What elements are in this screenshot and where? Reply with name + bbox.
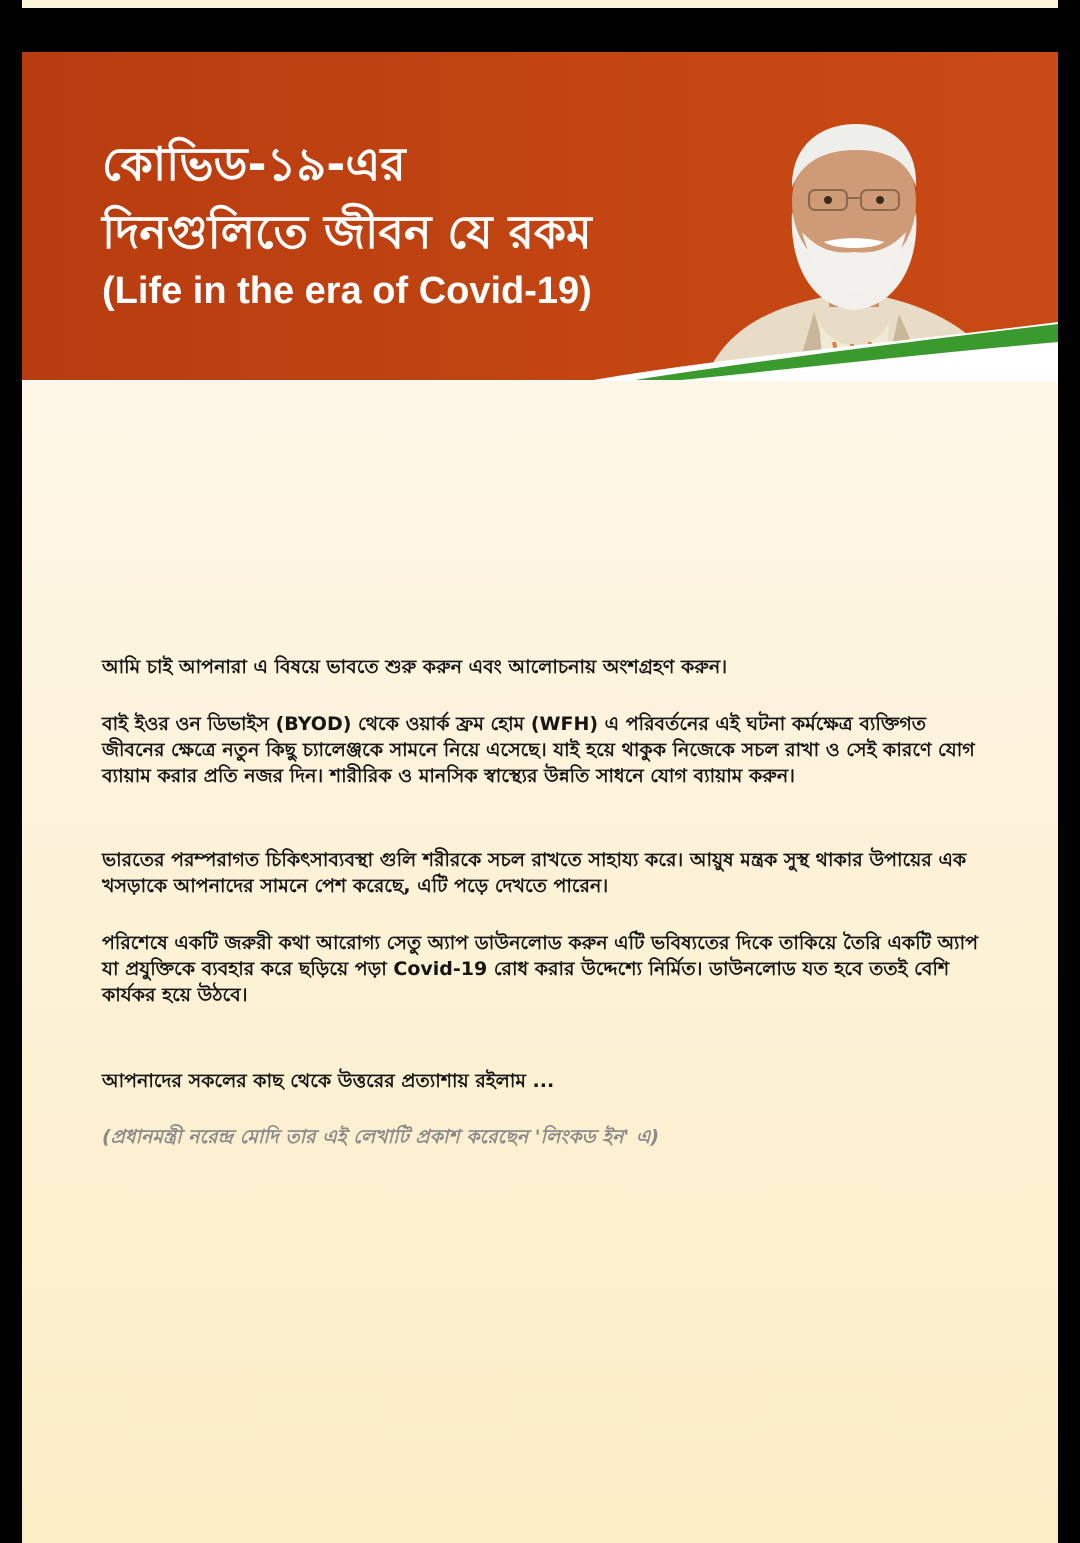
header-banner [22, 52, 1058, 381]
post-image [22, 52, 1058, 1543]
paragraph-ayush: ভারতের পরম্পরাগত চিকিৎসাব্যবস্থা গুলি শরীরকে সচল রাখতে সাহায্য করে। আয়ুষ মন্ত্রক সুস্থ থাকার উপায়ের এক খসড়াকে আপনাদের সামনে পেশ করেছে, এটি পড়ে দেখতে পারেন। [102, 849, 967, 897]
title-english: (Life in the era of Covid-19) [102, 270, 592, 312]
attribution-note: (প্রধানমন্ত্রী নরেন্দ্র মোদি তার এই লেখাটি প্রকাশ করেছেন 'লিংকড ইন' এ) [102, 1126, 660, 1148]
paragraph-byod-wfh: বাই ইওর ওন ডিভাইস (BYOD) থেকে ওয়ার্ক ফ্রম হোম (WFH) এ পরিবর্তনের এই ঘটনা কর্মক্ষেত্র ব্যক্তিগত জীবনের ক্ষেত্রে নতুন কিছু চ্যালেঞ্জকে সামনে নিয়ে এসেছে। যাই হয়ে থাকুক নিজেকে সচল রাখা ও সেই কারণে যোগ ব্যায়াম করার প্রতি নজর দিন। শারীরিক ও মানসিক স্বাস্থ্যের উন্নতি সাধনে যোগ ব্যায়াম করুন। [102, 713, 975, 787]
previous-page-edge [22, 0, 1058, 8]
title-bengali-line2: দিনগুলিতে জীবন যে রকম [102, 205, 592, 259]
title-bengali-line1: কোভিড-১৯-এর [102, 137, 406, 191]
green-swoosh [22, 302, 1058, 381]
paragraph-closing: আপনাদের সকলের কাছ থেকে উত্তরের প্রত্যাশায় রইলাম ... [102, 1070, 555, 1092]
paragraph-aarogya-setu: পরিশেষে একটি জরুরী কথা আরোগ্য সেতু অ্যাপ ডাউনলোড করুন এটি ভবিষ্যতের দিকে তাকিয়ে তৈরি একটি অ্যাপ যা প্রযুক্তিকে ব্যবহার করে ছড়িয়ে পড়া Covid-19 রোধ করার উদ্দেশ্যে নির্মিত। ডাউনলোড যত হবে ততই বেশি কার্যকর হয়ে উঠবে। [102, 932, 978, 1006]
paragraph-invite: আমি চাই আপনারা এ বিষয়ে ভাবতে শুরু করুন এবং আলোচনায় অংশগ্রহণ করুন। [102, 656, 728, 678]
